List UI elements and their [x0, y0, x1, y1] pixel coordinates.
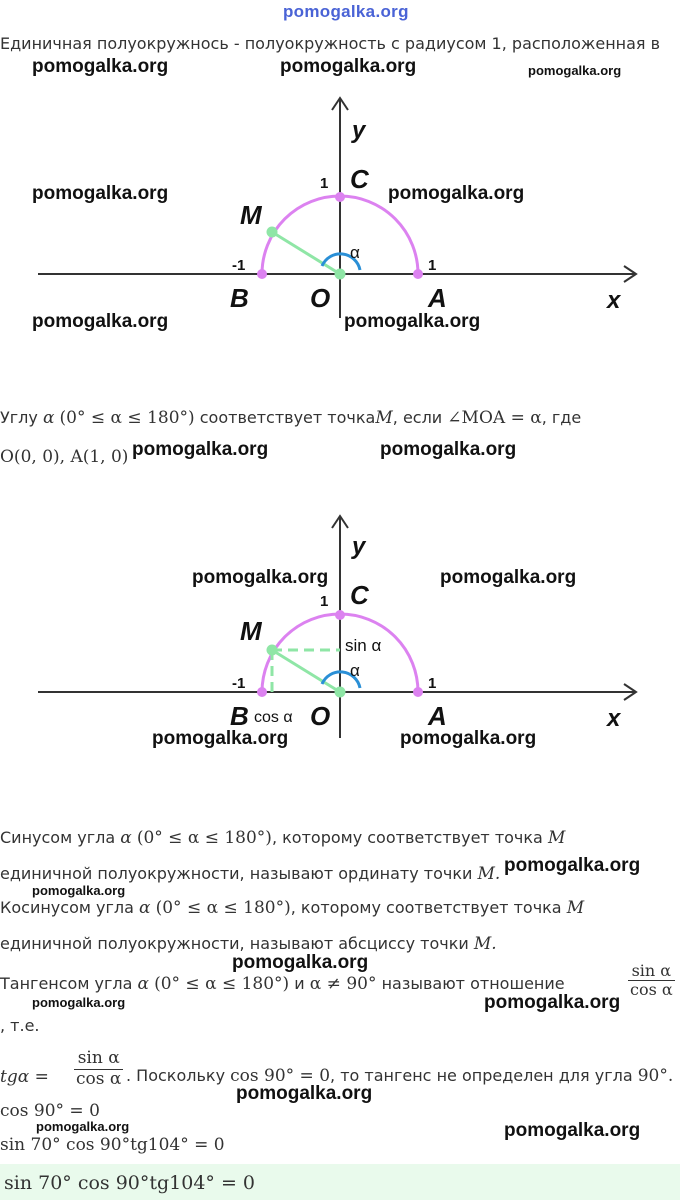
point-o-dot	[335, 269, 346, 280]
point-m-dot	[267, 227, 278, 238]
x-label: x	[607, 705, 621, 732]
sin-cos-diagram	[0, 510, 680, 750]
tg-formula-explanation: . Поскольку cos 90° = 0, то тангенс не определен для угла 90°.	[126, 1066, 674, 1086]
tg-formula-lhs: tgα =	[0, 1067, 49, 1087]
watermark: pomogalka.org	[36, 1119, 130, 1134]
watermark: pomogalka.org	[380, 439, 517, 460]
unit-semicircle-diagram	[0, 90, 680, 330]
tick-one-x: 1	[428, 257, 437, 274]
point-b-dot	[257, 687, 267, 697]
watermark: pomogalka.org	[192, 567, 329, 588]
point-c-label: C	[350, 164, 369, 194]
expression-line: sin 70° cos 90°tg104° = 0	[0, 1135, 225, 1155]
point-b-label: B	[230, 701, 249, 731]
cosine-definition-line2: единичной полуокружности, называют абсциссу точки M.	[0, 934, 497, 954]
watermark: pomogalka.org	[232, 952, 369, 973]
tick-one-y: 1	[320, 175, 329, 192]
watermark: pomogalka.org	[388, 183, 525, 204]
tangent-definition-line1: Тангенсом угла α (0° ≤ α ≤ 180°) и α ≠ 90° называют отношение	[0, 974, 565, 994]
cos90-line: cos 90° = 0	[0, 1101, 100, 1121]
point-c-label: C	[350, 580, 369, 610]
watermark: pomogalka.org	[344, 311, 481, 332]
watermark: pomogalka.org	[484, 992, 621, 1013]
cos-label: cos α	[254, 709, 293, 726]
tick-minus-one: -1	[232, 675, 246, 692]
watermark: pomogalka.org	[440, 567, 577, 588]
watermark: pomogalka.org	[32, 883, 126, 898]
point-o-label: O	[310, 701, 331, 731]
cosine-definition-line1: Косинусом угла α (0° ≤ α ≤ 180°), которому соответствует точка M	[0, 898, 585, 918]
tangent-definition-line2: , т.е.	[0, 1016, 40, 1035]
watermark: pomogalka.org	[132, 439, 269, 460]
point-a-dot	[413, 269, 423, 279]
point-b-dot	[257, 269, 267, 279]
watermark: pomogalka.org	[504, 1120, 641, 1141]
tg-fraction: $\frac{\text{sin α}}{\text{cos α}}$	[76, 1048, 122, 1089]
point-m-dot	[267, 645, 278, 656]
watermark: pomogalka.org	[152, 728, 289, 749]
point-m-label: M	[240, 616, 262, 646]
intro-text: Единичная полуокружнось - полуокружность с радиусом 1, расположенная в	[0, 34, 661, 53]
angle-label: α	[350, 661, 360, 680]
tick-one-y: 1	[320, 593, 329, 610]
x-label: x	[607, 287, 621, 314]
watermark: pomogalka.org	[32, 56, 169, 77]
point-m-label: M	[240, 200, 262, 230]
paragraph-angle-point: Углу α (0° ≤ α ≤ 180°) соответствует точкаM, если ∠MOA = α, где	[0, 408, 582, 428]
sine-definition-line1: Синусом угла α (0° ≤ α ≤ 180°), которому соответствует точка M	[0, 828, 566, 848]
watermark: pomogalka.org	[504, 855, 641, 876]
tick-minus-one: -1	[232, 257, 246, 274]
point-c-dot	[335, 192, 345, 202]
point-o-dot	[335, 687, 346, 698]
point-a-dot	[413, 687, 423, 697]
watermark: pomogalka.org	[280, 56, 417, 77]
y-label: y	[352, 117, 366, 144]
answer-box	[0, 1164, 680, 1200]
radius-om	[272, 232, 340, 274]
point-o-label: O	[310, 283, 331, 313]
tick-one-x: 1	[428, 675, 437, 692]
sin-label: sin α	[345, 636, 382, 655]
watermark: pomogalka.org	[400, 728, 537, 749]
watermark: pomogalka.org	[528, 63, 622, 78]
point-a-label: A	[428, 283, 447, 313]
coordinates-text: O(0, 0), A(1, 0)	[0, 447, 129, 467]
header-watermark[interactable]: pomogalka.org	[283, 2, 409, 21]
angle-label: α	[350, 243, 360, 262]
watermark: pomogalka.org	[32, 311, 169, 332]
point-b-label: B	[230, 283, 249, 313]
answer-text: sin 70° cos 90°tg104° = 0	[4, 1172, 256, 1194]
watermark: pomogalka.org	[236, 1083, 373, 1104]
point-a-label: A	[428, 701, 447, 731]
y-label: y	[352, 533, 366, 560]
sine-definition-line2: единичной полуокружности, называют ординату точки M.	[0, 864, 501, 884]
watermark: pomogalka.org	[32, 995, 126, 1010]
radius-om	[272, 650, 340, 692]
sin-cos-fraction: $\frac{\text{sin α}}{\text{cos α}}$	[630, 961, 673, 1000]
watermark: pomogalka.org	[32, 183, 169, 204]
point-c-dot	[335, 610, 345, 620]
